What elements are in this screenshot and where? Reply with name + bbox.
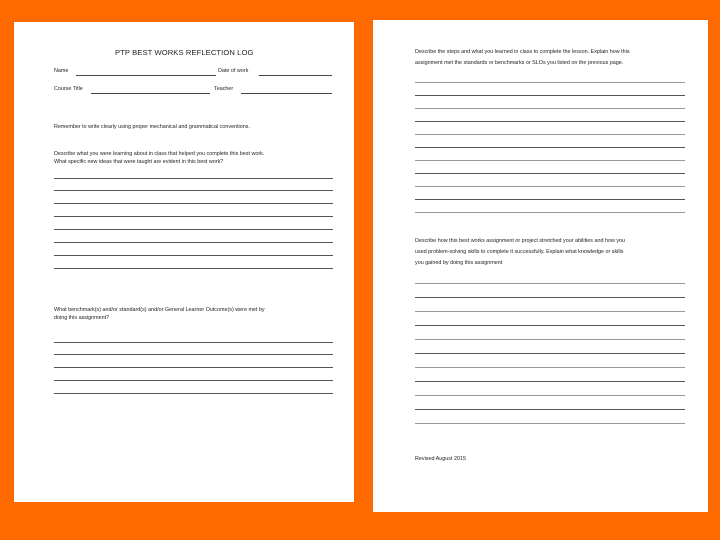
answer-line[interactable] <box>415 82 685 83</box>
answer-line[interactable] <box>415 367 685 368</box>
name-field[interactable] <box>76 75 216 76</box>
answer-line[interactable] <box>54 216 333 217</box>
answer-line[interactable] <box>415 311 685 312</box>
answer-line[interactable] <box>54 190 333 191</box>
revision-date: Revised August 2015 <box>415 456 466 462</box>
question1-line1: Describe what you were learning about in class that helped you complete this best work. <box>54 151 265 157</box>
answer-line[interactable] <box>54 393 333 394</box>
answer-line[interactable] <box>54 178 333 179</box>
right-page <box>373 20 708 512</box>
answer-line[interactable] <box>54 229 333 230</box>
reminder-text: Remember to write clearly using proper mechanical and grammatical conventions. <box>54 124 250 130</box>
answer-line[interactable] <box>415 423 685 424</box>
question4-line3: you gained by doing this assignment <box>415 260 503 266</box>
answer-line[interactable] <box>54 268 333 269</box>
question2-line1: What benchmark(s) and/or standard(s) and/or General Learner Outcome(s) were met by <box>54 307 265 313</box>
form-title: PTP BEST WORKS REFLECTION LOG <box>115 48 254 57</box>
answer-line[interactable] <box>54 380 333 381</box>
answer-line[interactable] <box>415 147 685 148</box>
answer-line[interactable] <box>415 95 685 96</box>
answer-line[interactable] <box>54 367 333 368</box>
question1-line2: What specific new ideas that were taught are evident in this best work? <box>54 159 224 165</box>
teacher-label: Teacher <box>214 86 234 92</box>
answer-line[interactable] <box>415 325 685 326</box>
date-field[interactable] <box>259 75 332 76</box>
answer-line[interactable] <box>54 242 333 243</box>
answer-line[interactable] <box>415 339 685 340</box>
answer-line[interactable] <box>415 134 685 135</box>
name-label: Name <box>54 68 69 74</box>
answer-line[interactable] <box>415 297 685 298</box>
answer-line[interactable] <box>415 353 685 354</box>
answer-line[interactable] <box>54 203 333 204</box>
question4-line2: used problem-solving skills to complete it successfully. Explain what knowledge or skills <box>415 249 624 255</box>
answer-line[interactable] <box>415 186 685 187</box>
answer-line[interactable] <box>415 212 685 213</box>
question3-line1: Describe the steps and what you learned in class to complete the lesson. Explain how this <box>415 49 630 55</box>
answer-line[interactable] <box>415 160 685 161</box>
answer-line[interactable] <box>54 255 333 256</box>
question4-line1: Describe how this best works assignment or project stretched your abilities and how you <box>415 238 626 244</box>
answer-line[interactable] <box>415 108 685 109</box>
answer-line[interactable] <box>415 199 685 200</box>
question3-line2: assignment met the standards or benchmarks or SLOs you listed on the previous page. <box>415 60 624 66</box>
answer-line[interactable] <box>415 409 685 410</box>
answer-line[interactable] <box>415 173 685 174</box>
answer-line[interactable] <box>415 121 685 122</box>
answer-line[interactable] <box>415 395 685 396</box>
answer-line[interactable] <box>415 381 685 382</box>
left-page <box>14 22 354 502</box>
answer-line[interactable] <box>415 283 685 284</box>
course-title-label: Course Title <box>54 86 83 92</box>
question2-line2: doing this assignment? <box>54 315 110 321</box>
teacher-field[interactable] <box>241 93 332 94</box>
course-title-field[interactable] <box>91 93 210 94</box>
answer-line[interactable] <box>54 354 333 355</box>
answer-line[interactable] <box>54 342 333 343</box>
date-label: Date of work <box>218 68 249 74</box>
